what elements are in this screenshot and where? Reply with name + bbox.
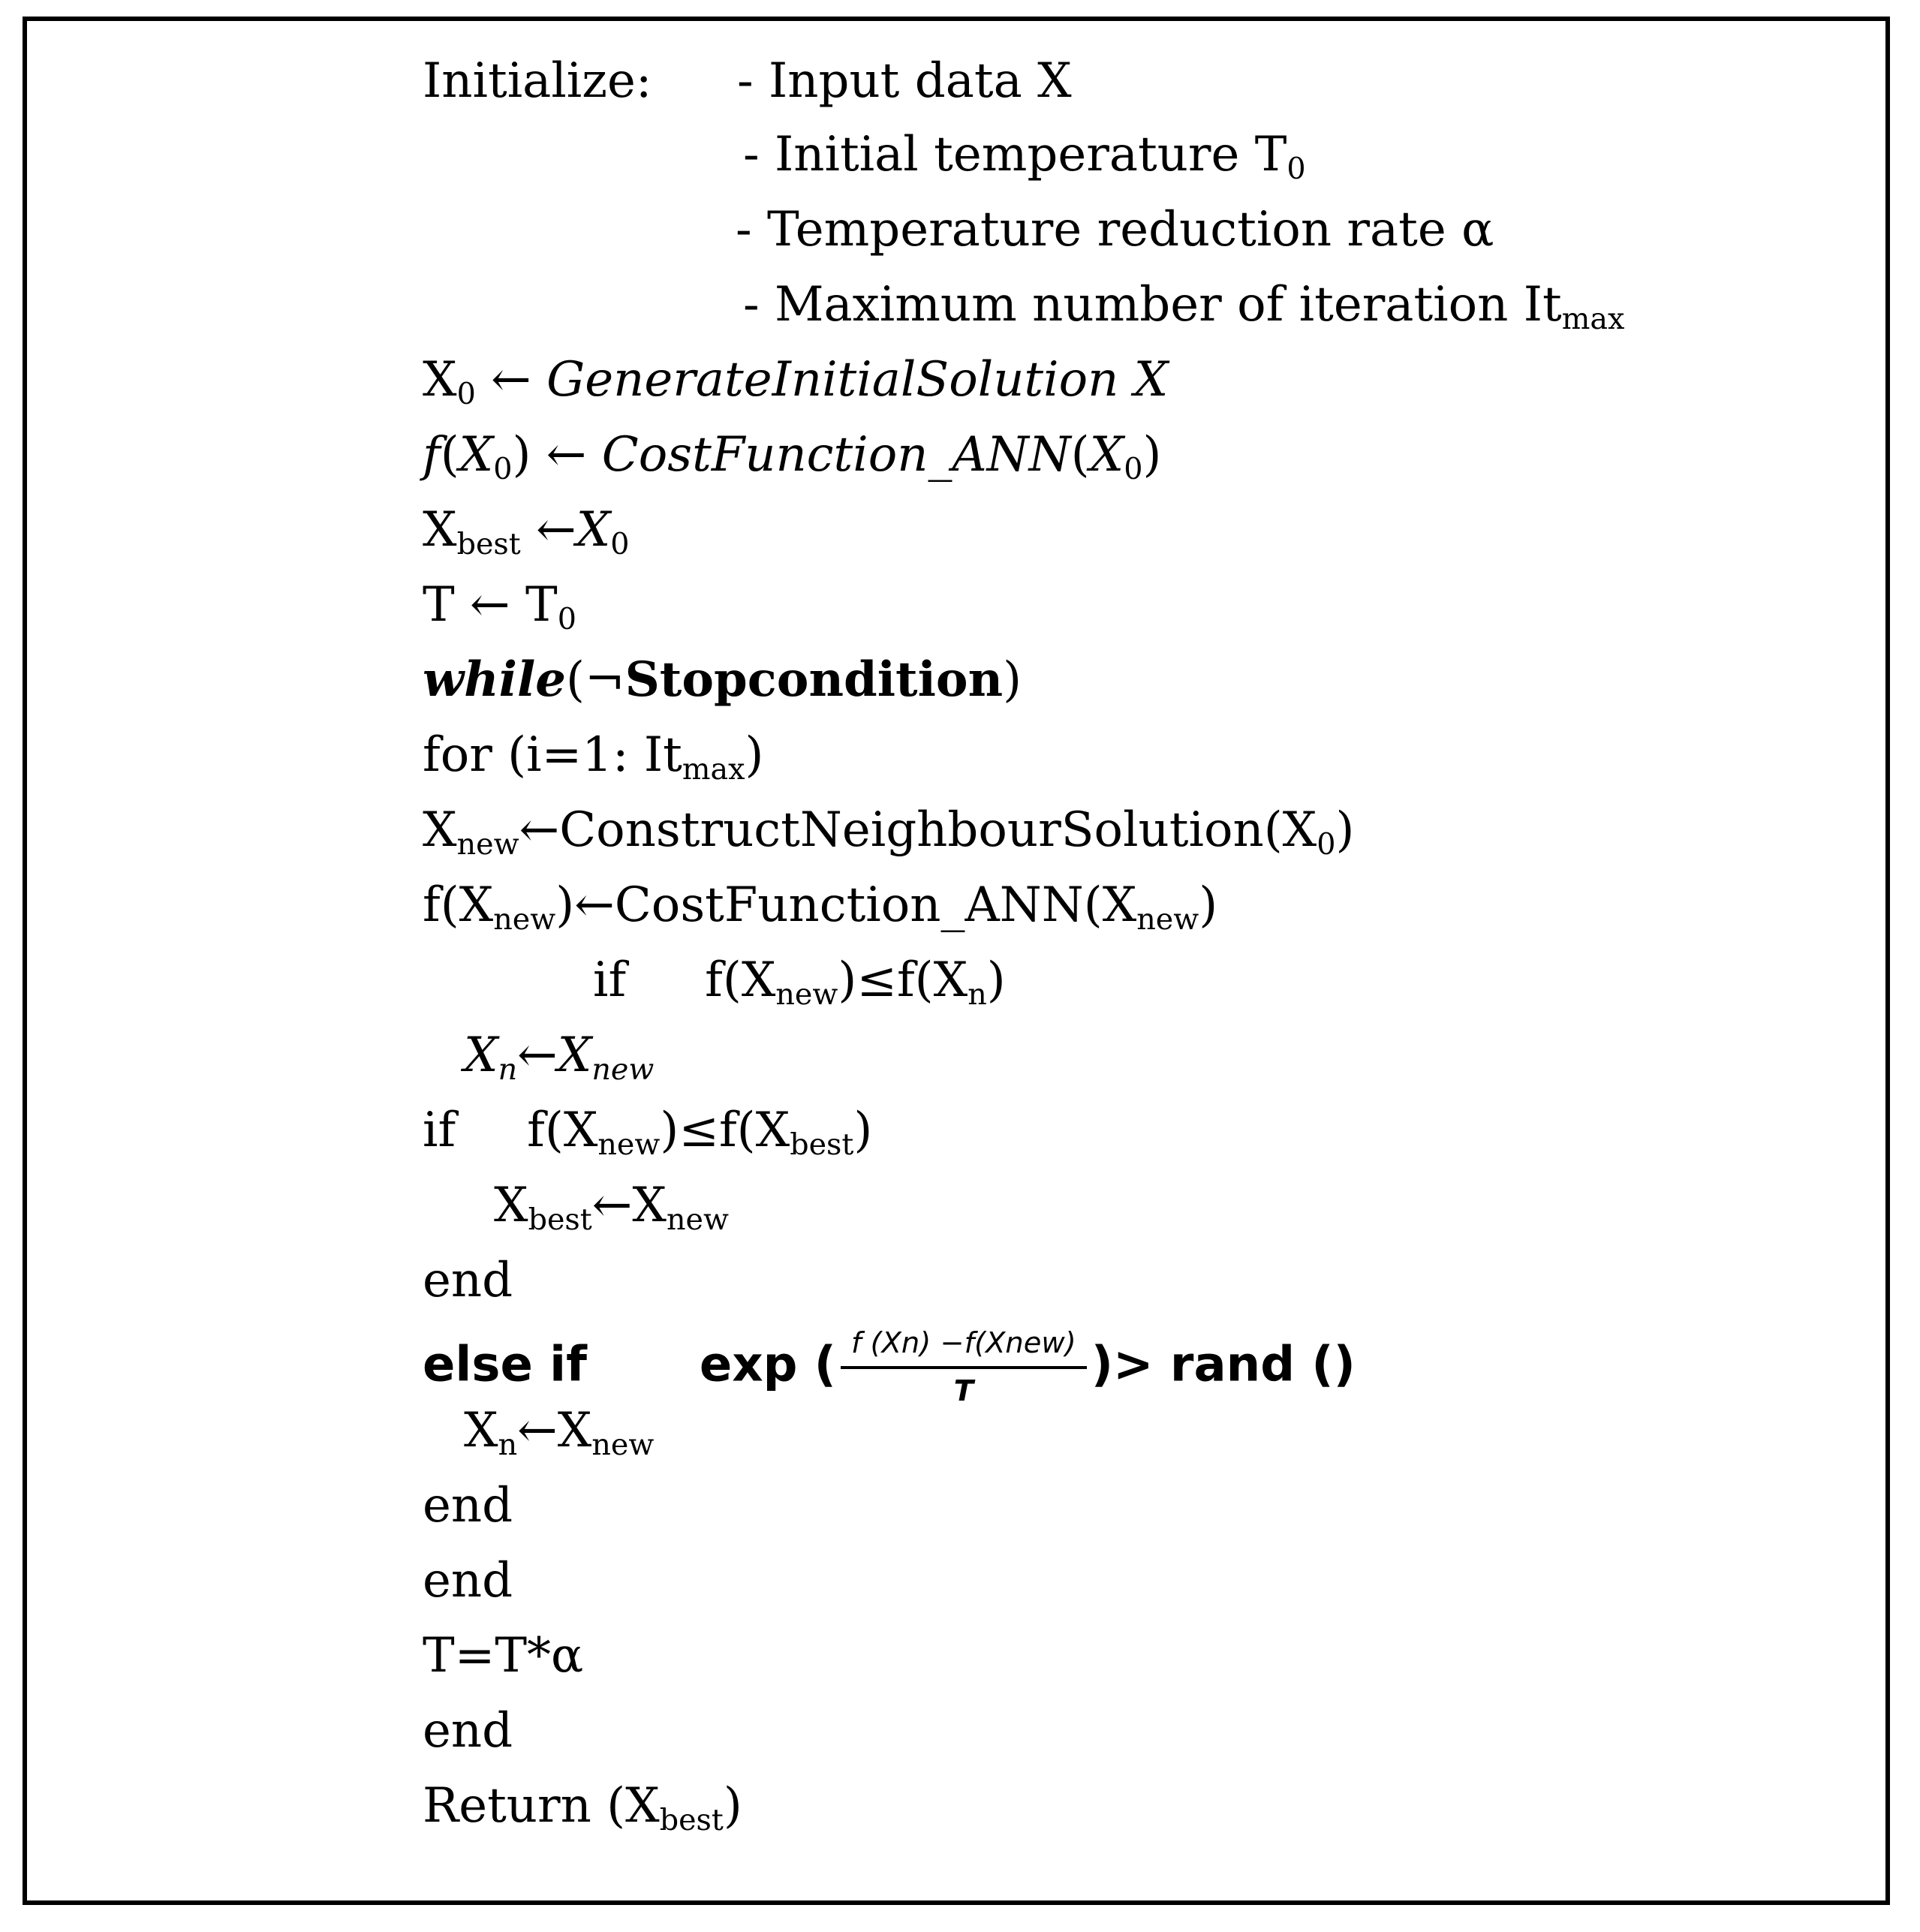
line-assign-neighbour: $X_n\leftarrow X_{new}$ xyxy=(464,1028,655,1088)
initialize-line xyxy=(423,51,652,111)
line-end-2: end xyxy=(423,1478,513,1533)
line-while: while(¬Stopcondition) xyxy=(423,652,1022,708)
line-if-neighbour: if $f(X_{new})\le f(X_n)$ xyxy=(593,952,1006,1013)
line-generate-initial: $X_0$ ← GenerateInitialSolution X xyxy=(423,352,1169,412)
line-assign-best: $X_{best}\leftarrow X_{new}$ xyxy=(494,1178,729,1238)
line-return: Return $(X_{best})$ xyxy=(423,1778,742,1838)
line-cost-new: $f(X_{new})\leftarrow CostFunction\_ANN(X_{new})$ xyxy=(423,877,1218,937)
line-temperature-update: T=T*α xyxy=(423,1628,584,1684)
line-construct-neighbour: $X_{new}\leftarrow ConstructNeighbourSolution(X_0)$ xyxy=(423,802,1355,862)
line-end-1: end xyxy=(423,1253,513,1308)
line-cost-initial: $f(X_0)$ ← $CostFunction\_ANN(X_0)$ xyxy=(423,427,1162,487)
line-if-best: if $f(X_{new})\le f(X_{best})$ xyxy=(423,1103,873,1163)
line-end-4: end xyxy=(423,1703,513,1759)
line-xbest-init: $X_{best}$ $\leftarrow X_0$ xyxy=(423,502,630,562)
initialize-label: Initialize: xyxy=(423,53,652,109)
init-input-data: - Input data X xyxy=(737,53,1072,109)
line-assign-accept: $X_n\leftarrow X_{new}$ xyxy=(464,1403,655,1463)
line-else-if-acceptance: else if exp ( $\frac{\text{f (Xn) −f(Xnew)}}{T}$ )> rand () xyxy=(423,1326,1356,1408)
init-max-iteration: - Maximum number of iteration $It_{max}$ xyxy=(743,277,1625,337)
line-end-3: end xyxy=(423,1553,513,1608)
line-temperature-init: T ← $T_0$ xyxy=(423,577,576,637)
init-initial-temperature: - Initial temperature $T_0$ xyxy=(743,127,1306,187)
acceptance-fraction: $\frac{\text{f (Xn) −f(Xnew)}}{T}$ xyxy=(841,1326,1087,1410)
line-for: for (i=1: $It_{max}$) xyxy=(423,727,764,787)
init-reduction-rate: - Temperature reduction rate α xyxy=(736,202,1494,257)
